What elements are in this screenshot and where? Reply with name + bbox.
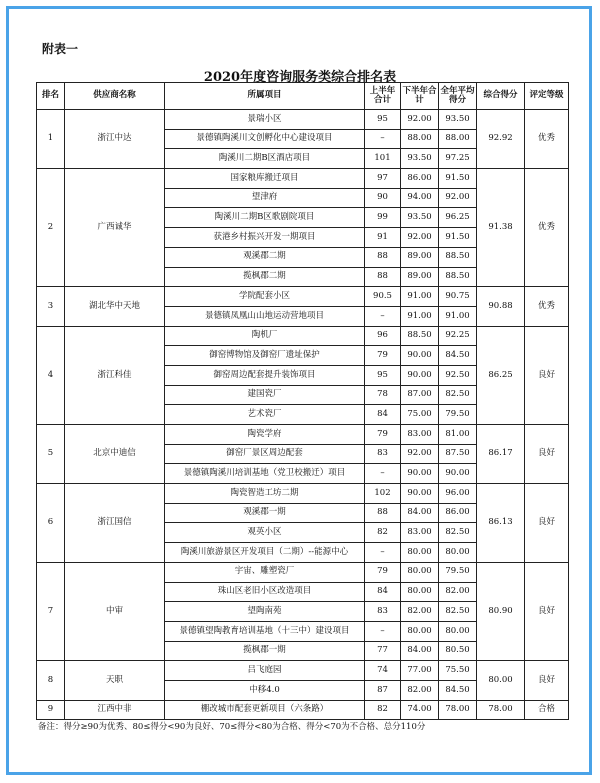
avg-cell: 78.00 (439, 700, 477, 720)
total-cell: 80.90 (477, 562, 525, 660)
h2-cell: 77.00 (401, 661, 439, 681)
h1-cell: 95 (365, 110, 401, 130)
h2-cell: 93.50 (401, 149, 439, 169)
project-cell: 景德镇陶溪川文创孵化中心建设项目 (165, 129, 365, 149)
total-cell: 86.17 (477, 425, 525, 484)
project-cell: 吕飞庭园 (165, 661, 365, 681)
avg-cell: 91.50 (439, 228, 477, 248)
project-cell: 御窑厂景区周边配套 (165, 444, 365, 464)
project-cell: 陶溪川二期B区歌剧院项目 (165, 208, 365, 228)
project-cell: 景瑞小区 (165, 110, 365, 130)
h2-cell: 94.00 (401, 188, 439, 208)
total-cell: 92.92 (477, 110, 525, 169)
h1-cell: 102 (365, 484, 401, 504)
avg-cell: 88.50 (439, 267, 477, 287)
avg-cell: 91.00 (439, 306, 477, 326)
grade-cell: 良好 (525, 326, 569, 424)
rank-cell: 4 (37, 326, 65, 424)
avg-cell: 93.50 (439, 110, 477, 130)
h1-cell: – (365, 129, 401, 149)
project-cell: 中移4.0 (165, 680, 365, 700)
avg-cell: 86.00 (439, 503, 477, 523)
grade-cell: 良好 (525, 562, 569, 660)
vendor-cell: 天职 (65, 661, 165, 700)
avg-cell: 92.50 (439, 365, 477, 385)
h2-cell: 93.50 (401, 208, 439, 228)
h2-cell: 84.00 (401, 503, 439, 523)
project-cell: 陶瓷智造工坊二期 (165, 484, 365, 504)
appendix-label: 附表一 (42, 42, 79, 56)
h1-cell: 84 (365, 582, 401, 602)
h1-cell: 77 (365, 641, 401, 661)
h2-cell: 90.00 (401, 365, 439, 385)
rank-cell: 2 (37, 169, 65, 287)
h1-cell: 79 (365, 425, 401, 445)
table-body (37, 110, 569, 720)
rank-cell: 1 (37, 110, 65, 169)
h2-cell: 75.00 (401, 405, 439, 425)
rank-cell: 3 (37, 287, 65, 326)
h1-cell: 84 (365, 405, 401, 425)
rank-cell: 9 (37, 700, 65, 720)
h1-cell: 82 (365, 523, 401, 543)
h2-cell: 74.00 (401, 700, 439, 720)
h2-cell: 88.50 (401, 326, 439, 346)
grade-cell: 良好 (525, 661, 569, 700)
project-cell: 棚改城市配套更新项目（六条路） (165, 700, 365, 720)
project-cell: 珠山区老旧小区改造项目 (165, 582, 365, 602)
project-cell: 获港乡村振兴开发一期项目 (165, 228, 365, 248)
avg-cell: 82.50 (439, 602, 477, 622)
project-cell: 御窑博物馆及御窑厂遗址保护 (165, 346, 365, 366)
vendor-cell: 广西诚华 (65, 169, 165, 287)
table-row (37, 425, 569, 445)
project-cell: 揽枫郡二期 (165, 267, 365, 287)
col-project: 所属项目 (165, 83, 365, 110)
rank-cell: 7 (37, 562, 65, 660)
table-row (37, 661, 569, 681)
project-cell: 望津府 (165, 188, 365, 208)
h1-cell: 78 (365, 385, 401, 405)
table-row (37, 562, 569, 582)
h1-cell: 91 (365, 228, 401, 248)
vendor-cell: 浙江科佳 (65, 326, 165, 424)
vendor-cell: 湖北华中天地 (65, 287, 165, 326)
h2-cell: 80.00 (401, 621, 439, 641)
col-avg: 全年平均得分 (439, 83, 477, 110)
project-cell: 陶溪川二期B区酒店项目 (165, 149, 365, 169)
avg-cell: 92.25 (439, 326, 477, 346)
table-row (37, 326, 569, 346)
h2-cell: 82.00 (401, 680, 439, 700)
h2-cell: 89.00 (401, 267, 439, 287)
avg-cell: 87.50 (439, 444, 477, 464)
vendor-cell: 浙江中达 (65, 110, 165, 169)
header-row (37, 83, 569, 110)
grade-cell: 优秀 (525, 287, 569, 326)
h2-cell: 90.00 (401, 346, 439, 366)
project-cell: 艺术瓷厂 (165, 405, 365, 425)
project-cell: 国家粮库搬迁项目 (165, 169, 365, 189)
h2-cell: 92.00 (401, 444, 439, 464)
h1-cell: – (365, 464, 401, 484)
avg-cell: 80.00 (439, 543, 477, 563)
total-cell: 78.00 (477, 700, 525, 720)
vendor-cell: 中审 (65, 562, 165, 660)
vendor-cell: 江西中非 (65, 700, 165, 720)
project-cell: 陶瓷学府 (165, 425, 365, 445)
avg-cell: 88.50 (439, 247, 477, 267)
h2-cell: 86.00 (401, 169, 439, 189)
avg-cell: 79.50 (439, 562, 477, 582)
h1-cell: 79 (365, 562, 401, 582)
h1-cell: 79 (365, 346, 401, 366)
col-total: 综合得分 (477, 83, 525, 110)
page-title: 2020年度咨询服务类综合排名表 (203, 70, 397, 85)
h2-cell: 88.00 (401, 129, 439, 149)
h2-cell: 90.00 (401, 464, 439, 484)
col-vendor: 供应商名称 (65, 83, 165, 110)
project-cell: 陶溪川旅游景区开发项目（二期）--能源中心 (165, 543, 365, 563)
project-cell: 观溪郡一期 (165, 503, 365, 523)
avg-cell: 90.75 (439, 287, 477, 307)
total-cell: 91.38 (477, 169, 525, 287)
h1-cell: 99 (365, 208, 401, 228)
col-h1: 上半年合计 (365, 83, 401, 110)
h2-cell: 80.00 (401, 543, 439, 563)
avg-cell: 96.00 (439, 484, 477, 504)
h2-cell: 92.00 (401, 110, 439, 130)
h2-cell: 84.00 (401, 641, 439, 661)
ranking-table (36, 82, 569, 720)
h1-cell: 90 (365, 188, 401, 208)
project-cell: 景德镇凤凰山山地运动营地项目 (165, 306, 365, 326)
avg-cell: 97.25 (439, 149, 477, 169)
avg-cell: 79.50 (439, 405, 477, 425)
h1-cell: 101 (365, 149, 401, 169)
h1-cell: 96 (365, 326, 401, 346)
col-rank: 排名 (37, 83, 65, 110)
footnote: 备注：得分≥90为优秀、80≤得分<90为良好、70≤得分<80为合格、得分<70为不合格、总分110分 (38, 722, 426, 732)
h2-cell: 83.00 (401, 425, 439, 445)
project-cell: 御窑周边配套提升装饰项目 (165, 365, 365, 385)
total-cell: 80.00 (477, 661, 525, 700)
col-h2: 下半年合计 (401, 83, 439, 110)
table-row (37, 700, 569, 720)
grade-cell: 优秀 (525, 169, 569, 287)
h1-cell: – (365, 543, 401, 563)
col-grade: 评定等级 (525, 83, 569, 110)
h1-cell: 87 (365, 680, 401, 700)
project-cell: 陶机厂 (165, 326, 365, 346)
vendor-cell: 浙江国信 (65, 484, 165, 563)
h2-cell: 83.00 (401, 523, 439, 543)
h1-cell: 74 (365, 661, 401, 681)
avg-cell: 80.00 (439, 621, 477, 641)
rank-cell: 6 (37, 484, 65, 563)
avg-cell: 84.50 (439, 346, 477, 366)
table-row (37, 169, 569, 189)
total-cell: 86.25 (477, 326, 525, 424)
h1-cell: 83 (365, 444, 401, 464)
project-cell: 观溪郡二期 (165, 247, 365, 267)
h1-cell: 97 (365, 169, 401, 189)
avg-cell: 84.50 (439, 680, 477, 700)
h1-cell: 88 (365, 247, 401, 267)
h1-cell: 83 (365, 602, 401, 622)
h2-cell: 89.00 (401, 247, 439, 267)
table-row (37, 484, 569, 504)
avg-cell: 82.50 (439, 523, 477, 543)
h1-cell: 90.5 (365, 287, 401, 307)
h2-cell: 91.00 (401, 306, 439, 326)
h2-cell: 80.00 (401, 562, 439, 582)
avg-cell: 92.00 (439, 188, 477, 208)
avg-cell: 96.25 (439, 208, 477, 228)
avg-cell: 82.00 (439, 582, 477, 602)
h2-cell: 91.00 (401, 287, 439, 307)
h1-cell: – (365, 621, 401, 641)
project-cell: 望陶南苑 (165, 602, 365, 622)
project-cell: 建国瓷厂 (165, 385, 365, 405)
grade-cell: 良好 (525, 425, 569, 484)
project-cell: 宇宙、雕塑瓷厂 (165, 562, 365, 582)
table-row (37, 110, 569, 130)
avg-cell: 75.50 (439, 661, 477, 681)
project-cell: 景德镇望陶教育培训基地（十三中）建设项目 (165, 621, 365, 641)
table-row (37, 287, 569, 307)
h2-cell: 82.00 (401, 602, 439, 622)
h1-cell: 95 (365, 365, 401, 385)
project-cell: 学院配套小区 (165, 287, 365, 307)
project-cell: 观英小区 (165, 523, 365, 543)
grade-cell: 合格 (525, 700, 569, 720)
rank-cell: 5 (37, 425, 65, 484)
total-cell: 86.13 (477, 484, 525, 563)
avg-cell: 91.50 (439, 169, 477, 189)
vendor-cell: 北京中迪信 (65, 425, 165, 484)
avg-cell: 80.50 (439, 641, 477, 661)
grade-cell: 优秀 (525, 110, 569, 169)
avg-cell: 88.00 (439, 129, 477, 149)
project-cell: 揽枫郡一期 (165, 641, 365, 661)
h2-cell: 80.00 (401, 582, 439, 602)
total-cell: 90.88 (477, 287, 525, 326)
h1-cell: 88 (365, 503, 401, 523)
h1-cell: 88 (365, 267, 401, 287)
rank-cell: 8 (37, 661, 65, 700)
avg-cell: 81.00 (439, 425, 477, 445)
avg-cell: 90.00 (439, 464, 477, 484)
avg-cell: 82.50 (439, 385, 477, 405)
h1-cell: – (365, 306, 401, 326)
grade-cell: 良好 (525, 484, 569, 563)
h2-cell: 92.00 (401, 228, 439, 248)
h1-cell: 82 (365, 700, 401, 720)
h2-cell: 87.00 (401, 385, 439, 405)
project-cell: 景德镇陶溪川培训基地（党卫校搬迁）项目 (165, 464, 365, 484)
h2-cell: 90.00 (401, 484, 439, 504)
